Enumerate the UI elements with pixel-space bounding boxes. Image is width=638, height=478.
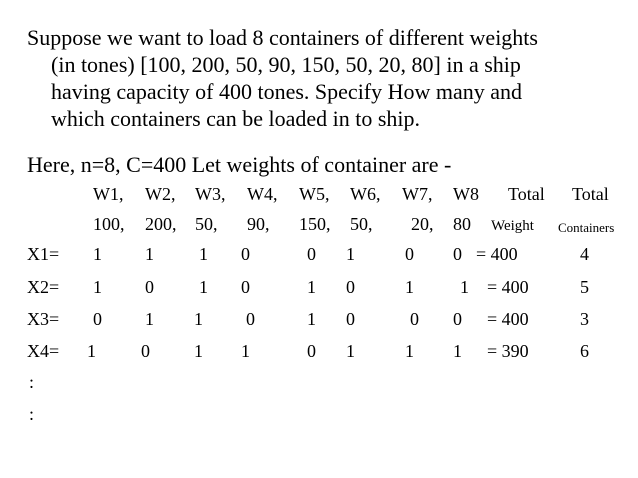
x3-bit-4: 0	[246, 309, 255, 329]
x1-container-count: 4	[580, 244, 589, 264]
x4-bit-6: 1	[346, 341, 355, 361]
x2-bit-3: 1	[199, 277, 208, 297]
ellipsis-1: :	[29, 372, 35, 392]
x2-bit-7: 1	[405, 277, 414, 297]
x3-bit-8: 0	[453, 309, 462, 329]
x4-bit-2: 0	[141, 341, 150, 361]
x3-total-weight: = 400	[487, 309, 529, 329]
x4-container-count: 6	[580, 341, 589, 361]
x3-bit-1: 0	[93, 309, 102, 329]
problem-line-1: Suppose we want to load 8 containers of different weights	[27, 25, 538, 50]
weight-2: 200,	[145, 214, 177, 234]
x4-total-weight: = 390	[487, 341, 529, 361]
x4-bit-1: 1	[87, 341, 96, 361]
header-w6: W6,	[350, 184, 381, 204]
x2-bit-2: 0	[145, 277, 154, 297]
x4-bit-3: 1	[194, 341, 203, 361]
x1-bit-7: 0	[405, 244, 414, 264]
header-w4: W4,	[247, 184, 278, 204]
problem-line-2: (in tones) [100, 200, 50, 90, 150, 50, 20, 80] in a ship	[51, 52, 521, 77]
x3-container-count: 3	[580, 309, 589, 329]
x2-bit-8: 1	[460, 277, 469, 297]
weight-3: 50,	[195, 214, 218, 234]
ellipsis-2: :	[29, 404, 35, 424]
x2-bit-4: 0	[241, 277, 250, 297]
weight-8: 80	[453, 214, 471, 234]
x4-bit-5: 0	[307, 341, 316, 361]
x1-bit-6: 1	[346, 244, 355, 264]
row-label-x1: X1=	[27, 244, 60, 264]
x1-bit-4: 0	[241, 244, 250, 264]
x1-bit-5: 0	[307, 244, 316, 264]
x3-bit-6: 0	[346, 309, 355, 329]
x1-bit-2: 1	[145, 244, 154, 264]
x3-bit-3: 1	[194, 309, 203, 329]
header-total-containers: Total	[572, 184, 609, 204]
row-label-x4: X4=	[27, 341, 60, 361]
x3-bit-2: 1	[145, 309, 154, 329]
weight-7: 20,	[411, 214, 434, 234]
containers-label: Containers	[558, 220, 615, 235]
x4-bit-7: 1	[405, 341, 414, 361]
x4-bit-8: 1	[453, 341, 462, 361]
row-label-x2: X2=	[27, 277, 60, 297]
header-w1: W1,	[93, 184, 124, 204]
header-w8: W8	[453, 184, 479, 204]
x2-bit-1: 1	[93, 277, 102, 297]
problem-line-4: which containers can be loaded in to ship.	[51, 106, 421, 131]
x2-bit-6: 0	[346, 277, 355, 297]
weight-4: 90,	[247, 214, 270, 234]
x2-bit-5: 1	[307, 277, 316, 297]
given-statement: Here, n=8, C=400 Let weights of container are -	[27, 152, 452, 177]
x3-bit-5: 1	[307, 309, 316, 329]
x3-bit-7: 0	[410, 309, 419, 329]
weight-label: Weight	[491, 218, 534, 234]
weight-6: 50,	[350, 214, 373, 234]
header-total-weight: Total	[508, 184, 545, 204]
x1-bit-8: 0	[453, 244, 462, 264]
weight-5: 150,	[299, 214, 331, 234]
x1-bit-1: 1	[93, 244, 102, 264]
x1-total-weight: = 400	[476, 244, 518, 264]
header-w7: W7,	[402, 184, 433, 204]
problem-line-3: having capacity of 400 tones. Specify How many and	[51, 79, 523, 104]
x1-bit-3: 1	[199, 244, 208, 264]
header-w3: W3,	[195, 184, 226, 204]
row-label-x3: X3=	[27, 309, 60, 329]
header-w5: W5,	[299, 184, 330, 204]
weight-1: 100,	[93, 214, 125, 234]
x4-bit-4: 1	[241, 341, 250, 361]
x2-total-weight: = 400	[487, 277, 529, 297]
header-w2: W2,	[145, 184, 176, 204]
x2-container-count: 5	[580, 277, 589, 297]
